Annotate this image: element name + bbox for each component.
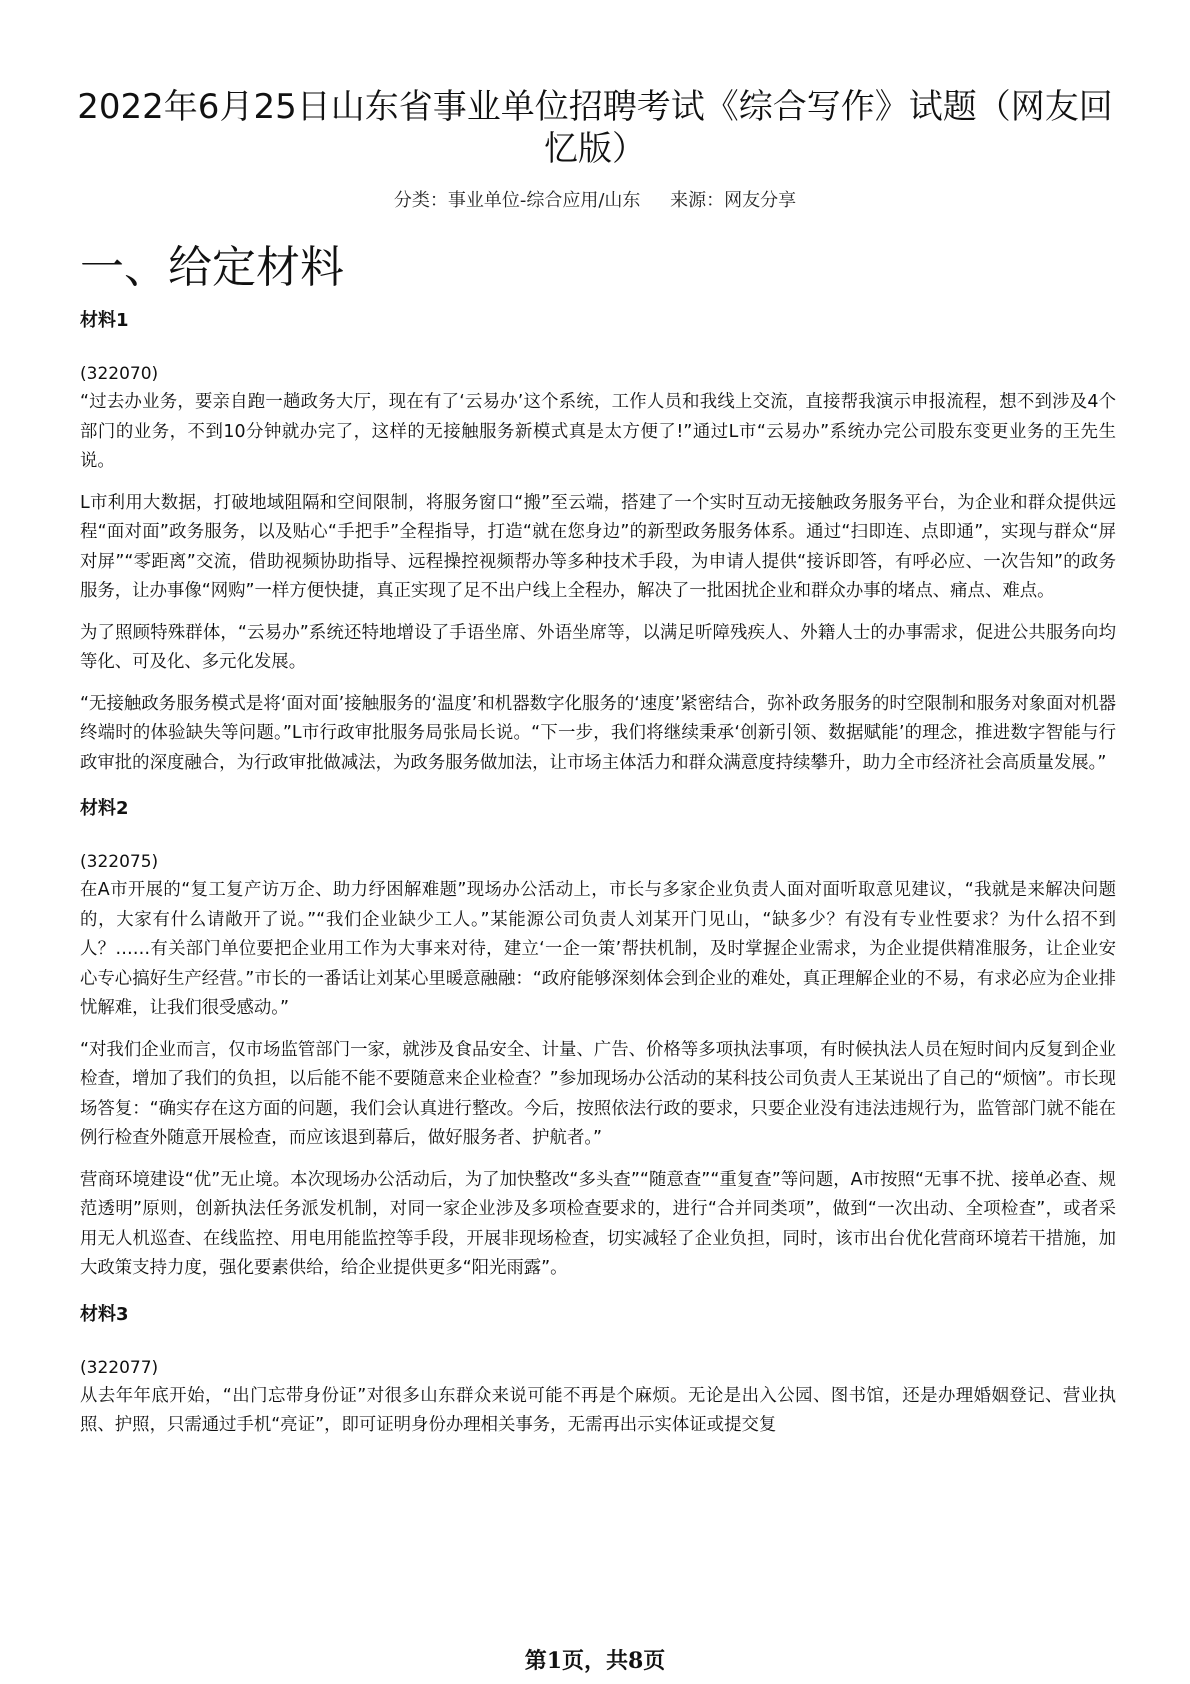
material-paragraph: 营商环境建设“优”无止境。本次现场办公活动后，为了加快整改“多头查”“随意查”“重复查”等问题，A市按照“无事不扰、接单必查、规范透明”原则，创新执法任务派发机制，对同一家企业涉及多项检查要求的，进行“合并同类项”，做到“一次出动、全项检查”，或者采用无人机巡查、在线监控、用电用能监控等手段，开展非现场检查，切实减轻了企业负担，同时，该市出台优化营商环境若干措施，加大政策支持力度，强化要素供给，给企业提供更多“阳光雨露”。 [80, 1169, 1116, 1278]
material-1 [80, 308, 1116, 778]
materials-content [80, 308, 1116, 1453]
material-paragraph: 为了照顾特殊群体，“云易办”系统还特地增设了手语坐席、外语坐席等，以满足听障残疾人、外籍人士的办事需求，促进公共服务向均等化、可及化、多元化发展。 [80, 622, 1116, 672]
material-code: (322077) [80, 1357, 159, 1378]
section-heading: 一、给定材料 [80, 242, 344, 293]
material-3 [80, 1302, 1116, 1441]
document-meta [0, 186, 1190, 212]
page-number: 第1页，共8页 [524, 1648, 666, 1674]
material-paragraph: 从去年年底开始，“出门忘带身份证”对很多山东群众来说可能不再是个麻烦。无论是出入公园、图书馆，还是办理婚姻登记、营业执照、护照，只需通过手机“亮证”，即可证明身份办理相关事务，无需再出示实体证或提交复 [80, 1385, 1116, 1435]
category-label: 分类：事业单位-综合应用/山东 [393, 190, 641, 211]
document-title: 2022年6月25日山东省事业单位招聘考试《综合写作》试题（网友回忆版） [77, 87, 1113, 169]
material-title: 材料3 [80, 1303, 129, 1325]
material-paragraph: L市利用大数据，打破地域阻隔和空间限制，将服务窗口“搬”至云端，搭建了一个实时互动无接触政务服务平台，为企业和群众提供远程“面对面”政务服务，以及贴心“手把手”全程指导，打造“就在您身边”的新型政务服务体系。通过“扫即连、点即通”，实现与群众“屏对屏”“零距离”交流，借助视频协助指导、远程操控视频帮办等多种技术手段，为申请人提供“接诉即答，有呼必应、一次告知”的政务服务，让办事像“网购”一样方便快捷，真正实现了足不出户线上全程办，解决了一批困扰企业和群众办事的堵点、痛点、难点。 [80, 492, 1116, 601]
material-title: 材料1 [80, 310, 129, 331]
material-title: 材料2 [80, 798, 129, 819]
material-paragraph: “过去办业务，要亲自跑一趟政务大厅，现在有了‘云易办’这个系统，工作人员和我线上交流，直接帮我演示申报流程，想不到涉及4个部门的业务，不到10分钟就办完了，这样的无接触服务新模式真是太方便了!”通过L市“云易办”系统办完公司股东变更业务的王先生说。 [80, 392, 1116, 471]
material-paragraph: “对我们企业而言，仅市场监管部门一家，就涉及食品安全、计量、广告、价格等多项执法事项，有时候执法人员在短时间内反复到企业检查，增加了我们的负担，以后能不能不要随意来企业检查？”参加现场办公活动的某科技公司负责人王某说出了自己的“烦恼”。市长现场答复：“确实存在这方面的问题，我们会认真进行整改。今后，按照依法行政的要求，只要企业没有违法违规行为，监管部门就不能在例行检查外随意开展检查，而应该退到幕后，做好服务者、护航者。” [80, 1039, 1116, 1148]
material-paragraph: “无接触政务服务模式是将‘面对面’接触服务的‘温度’和机器数字化服务的‘速度’紧密结合，弥补政务服务的时空限制和服务对象面对机器终端时的体验缺失等问题。”L市行政审批服务局张局长说。“下一步，我们将继续秉承‘创新引领、数据赋能’的理念，推进数字智能与行政审批的深度融合，为行政审批做减法，为政务服务做加法，让市场主体活力和群众满意度持续攀升，助力全市经济社会高质量发展。” [80, 693, 1116, 773]
material-paragraph: 在A市开展的“复工复产访万企、助力纾困解难题”现场办公活动上，市长与多家企业负责人面对面听取意见建议，“我就是来解决问题的，大家有什么请敞开了说。”“我们企业缺少工人。”某能源公司负责人刘某开门见山，“缺多少？有没有专业性要求？为什么招不到人？……有关部门单位要把企业用工作为大事来对待，建立‘一企一策’帮扶机制，及时掌握企业需求，为企业提供精准服务，让企业安心专心搞好生产经营。”市长的一番话让刘某心里暖意融融：“政府能够深刻体会到企业的难处，真正理解企业的不易，有求必应为企业排忧解难，让我们很受感动。” [80, 880, 1116, 1018]
material-2 [80, 796, 1116, 1284]
material-code: (322070) [80, 364, 159, 384]
material-code: (322075) [80, 852, 159, 872]
source-label: 来源：网友分享 [670, 190, 797, 211]
